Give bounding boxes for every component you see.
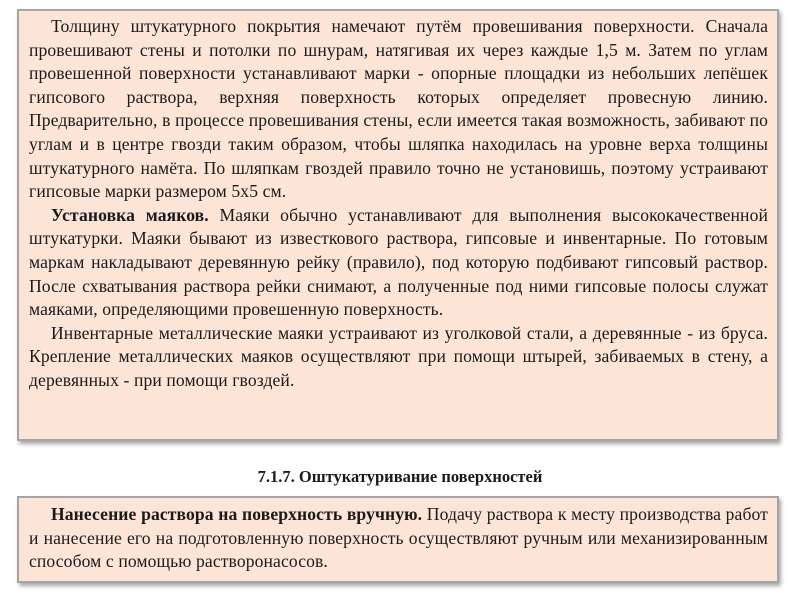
paragraph-beacons (29, 204, 768, 322)
paragraph-manual-application-text: Подачу раствора к месту производства работ и нанесение его на подготовленную поверхность осуществляют ручным или механизированным способом с помощью растворонасосов. (29, 504, 768, 572)
paragraph-manual-application (29, 503, 768, 574)
paragraph-surface-leveling: Толщину штукатурного покрытия намечают путём провешивания поверхности. Сначала провешивают стены и потолки по шнурам, натягивая их через каждые 1,5 м. Затем по углам провешенной поверхности устанавливают марки - опорные площадки из небольших лепёшек гипсового раствора, верхняя поверхность которых определяет провесную линию. Предварительно, в процессе провешивания стены, если имеется такая возможность, забивают по углам и в центре гвозди таким образом, чтобы шляпка находилась на уровне верха толщины штукатурного намёта. По шляпкам гвоздей правило точно не установишь, поэтому устраивают гипсовые марки размером 5х5 см. (29, 16, 768, 202)
text-box-plastering-preparation (17, 9, 779, 441)
paragraph-inventory-beacons: Инвентарные металлические маяки устраивают из уголковой стали, а деревянные - из бруса. Крепление металлических маяков осуществляют при помощи штырей, забиваемых в стену, а деревянных - при помощи гвоздей. (29, 322, 768, 390)
paragraph-beacons-text: Маяки обычно устанавливают для выполнения высококачественной штукатурки. Маяки бывают из известкового раствора, гипсовые и инвентарные. По готовым маркам накладывают деревянную рейку (правило), под которую подбивают гипсовый раствор. После схватывания раствора рейки снимают, а полученные под ними гипсовые полосы служат маяками, определяющими провешенную поверхность. (29, 204, 768, 320)
paragraph-manual-application-title: Нанесение раствора на поверхность вручную. (51, 504, 423, 524)
paragraph-beacons-title: Установка маяков. (51, 204, 209, 225)
section-heading: 7.1.7. Оштукатуривание поверхностей (257, 467, 543, 486)
text-box-manual-application (17, 496, 779, 583)
